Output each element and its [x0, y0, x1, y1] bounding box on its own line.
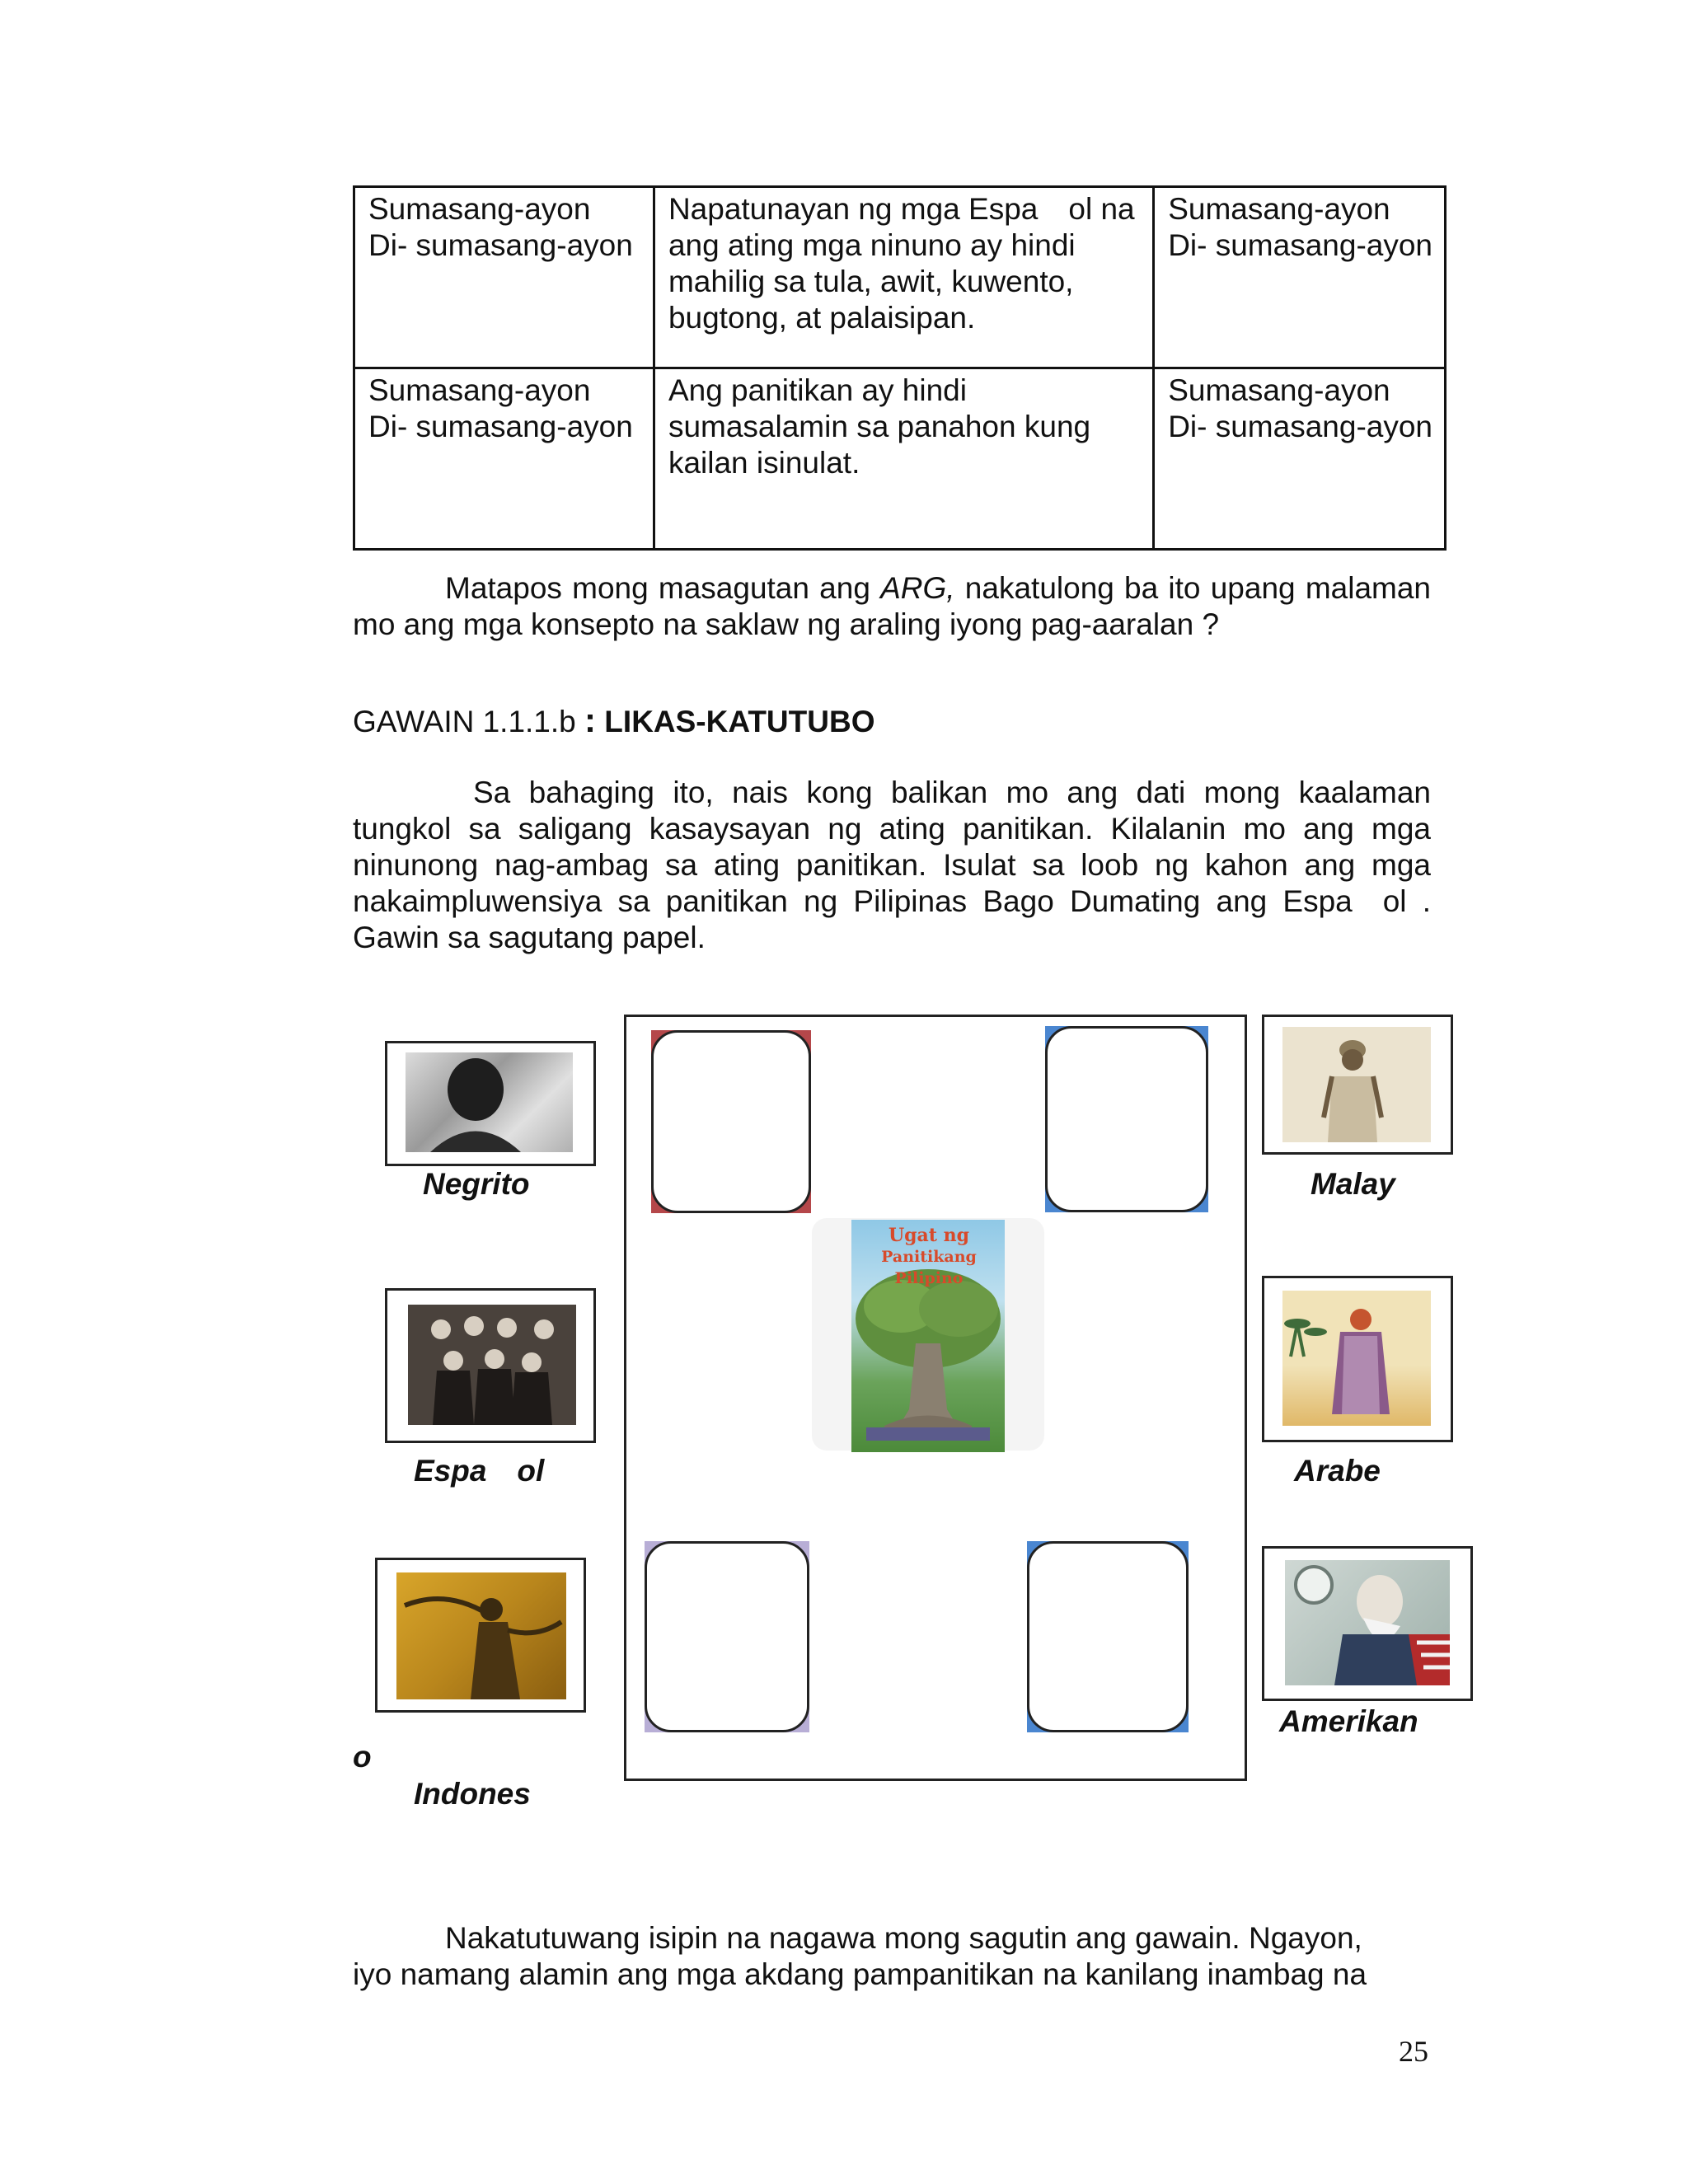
- statement-cell: [654, 187, 1153, 368]
- malay-image: [1282, 1027, 1431, 1142]
- page-number: 25: [1399, 2035, 1428, 2068]
- closing-line-2: iyo namang alamin ang mga akdang pampanitikan na kanilang inambag na: [353, 1957, 1367, 1991]
- arabe-image: [1282, 1291, 1431, 1426]
- statement-line: kailan isinulat.: [668, 446, 860, 480]
- book-title: [856, 1225, 1001, 1289]
- caption-negrito: Negrito: [423, 1167, 530, 1201]
- activity-colon: :: [584, 701, 597, 739]
- choice-agree: Sumasang-ayon: [368, 192, 591, 226]
- photo-frame-negrito: [385, 1041, 596, 1166]
- answer-box-top-left[interactable]: [651, 1030, 811, 1213]
- caption-malay: Malay: [1311, 1167, 1395, 1201]
- statement-line: Ang panitikan ay hindi: [668, 373, 967, 407]
- caption-indones-o: o: [353, 1740, 372, 1774]
- negrito-image: [406, 1052, 573, 1152]
- amerikan-image: [1285, 1560, 1450, 1685]
- caption-amerikan: Amerikan: [1279, 1704, 1418, 1738]
- answer-choices-left: [354, 187, 654, 368]
- person-illustration-icon: [1282, 1027, 1431, 1142]
- answer-box-bottom-left[interactable]: [645, 1541, 809, 1732]
- caption-arabe: Arabe: [1294, 1454, 1381, 1488]
- choice-disagree: Di- sumasang-ayon: [368, 410, 633, 443]
- instructions-paragraph: Sa bahaging ito, nais kong balikan mo ang dati mong kaalaman tungkol sa saligang kasaysayan ng ating panitikan. Kilalanin mo ang mga ninunong nag-ambag sa ating panitikan. Isulat sa loob ng kahon ang mga nakaimpluwensiya sa panitikan ng Pilipinas Bago Dumating ang Espa ol . Gawin sa sagutang papel.: [353, 776, 1431, 954]
- photo-frame-arabe: [1262, 1276, 1453, 1442]
- arg-term: ARG,: [880, 571, 955, 605]
- friars-group-icon: [408, 1305, 576, 1425]
- arg-table: [353, 185, 1447, 551]
- reflection-paragraph: [353, 570, 1431, 643]
- photo-frame-amerikan: [1262, 1546, 1473, 1701]
- photo-frame-malay: [1262, 1015, 1453, 1155]
- answer-box-top-right[interactable]: [1045, 1026, 1208, 1212]
- caption-indones: Indones: [414, 1777, 531, 1811]
- statement-line: mahilig sa tula, awit, kuwento,: [668, 265, 1074, 298]
- statement-line: Napatunayan ng mga Espa ol na: [668, 192, 1135, 226]
- statement-line: sumasalamin sa panahon kung: [668, 410, 1091, 443]
- espanol-image: [408, 1305, 576, 1425]
- table-row: [354, 187, 1446, 368]
- person-silhouette-icon: [406, 1052, 573, 1152]
- closing-paragraph: [353, 1920, 1441, 1993]
- choice-agree: Sumasang-ayon: [1168, 192, 1390, 226]
- book-title-line2: Panitikang Pilipino: [881, 1248, 977, 1287]
- answer-choices-right: [1154, 368, 1446, 550]
- choice-disagree: Di- sumasang-ayon: [368, 228, 633, 262]
- answer-choices-right: [1154, 187, 1446, 368]
- closing-line-1: Nakatutuwang isipin na nagawa mong sagutin ang gawain. Ngayon,: [445, 1921, 1362, 1955]
- statement-line: ang ating mga ninuno ay hindi: [668, 228, 1076, 262]
- activity-title: LIKAS-KATUTUBO: [596, 705, 875, 738]
- answer-choices-left: [354, 368, 654, 550]
- photo-frame-espanol: [385, 1288, 596, 1443]
- choice-disagree: Di- sumasang-ayon: [1168, 228, 1432, 262]
- indones-image: [396, 1572, 566, 1699]
- activity-label: GAWAIN 1.1.1.b: [353, 705, 585, 738]
- reflection-text-after: nakatulong ba ito upang malaman mo ang mga konsepto na saklaw ng araling iyong pag-aaralan ?: [353, 571, 1431, 641]
- uncle-sam-icon: [1285, 1560, 1450, 1685]
- reflection-text-before: Matapos mong masagutan ang: [445, 571, 881, 605]
- book-title-line1: Ugat ng: [888, 1225, 970, 1246]
- book-cover-image: [851, 1220, 1005, 1452]
- table-row: [354, 368, 1446, 550]
- dancer-icon: [396, 1572, 566, 1699]
- arab-figure-icon: [1282, 1291, 1431, 1426]
- statement-cell: [654, 368, 1153, 550]
- photo-frame-indones: [375, 1558, 586, 1713]
- caption-espanol: Espa ol: [414, 1454, 545, 1488]
- activity-heading: [353, 702, 874, 740]
- choice-disagree: Di- sumasang-ayon: [1168, 410, 1432, 443]
- answer-box-bottom-right[interactable]: [1027, 1541, 1189, 1732]
- statement-line: bugtong, at palaisipan.: [668, 301, 976, 335]
- choice-agree: Sumasang-ayon: [1168, 373, 1390, 407]
- choice-agree: Sumasang-ayon: [368, 373, 591, 407]
